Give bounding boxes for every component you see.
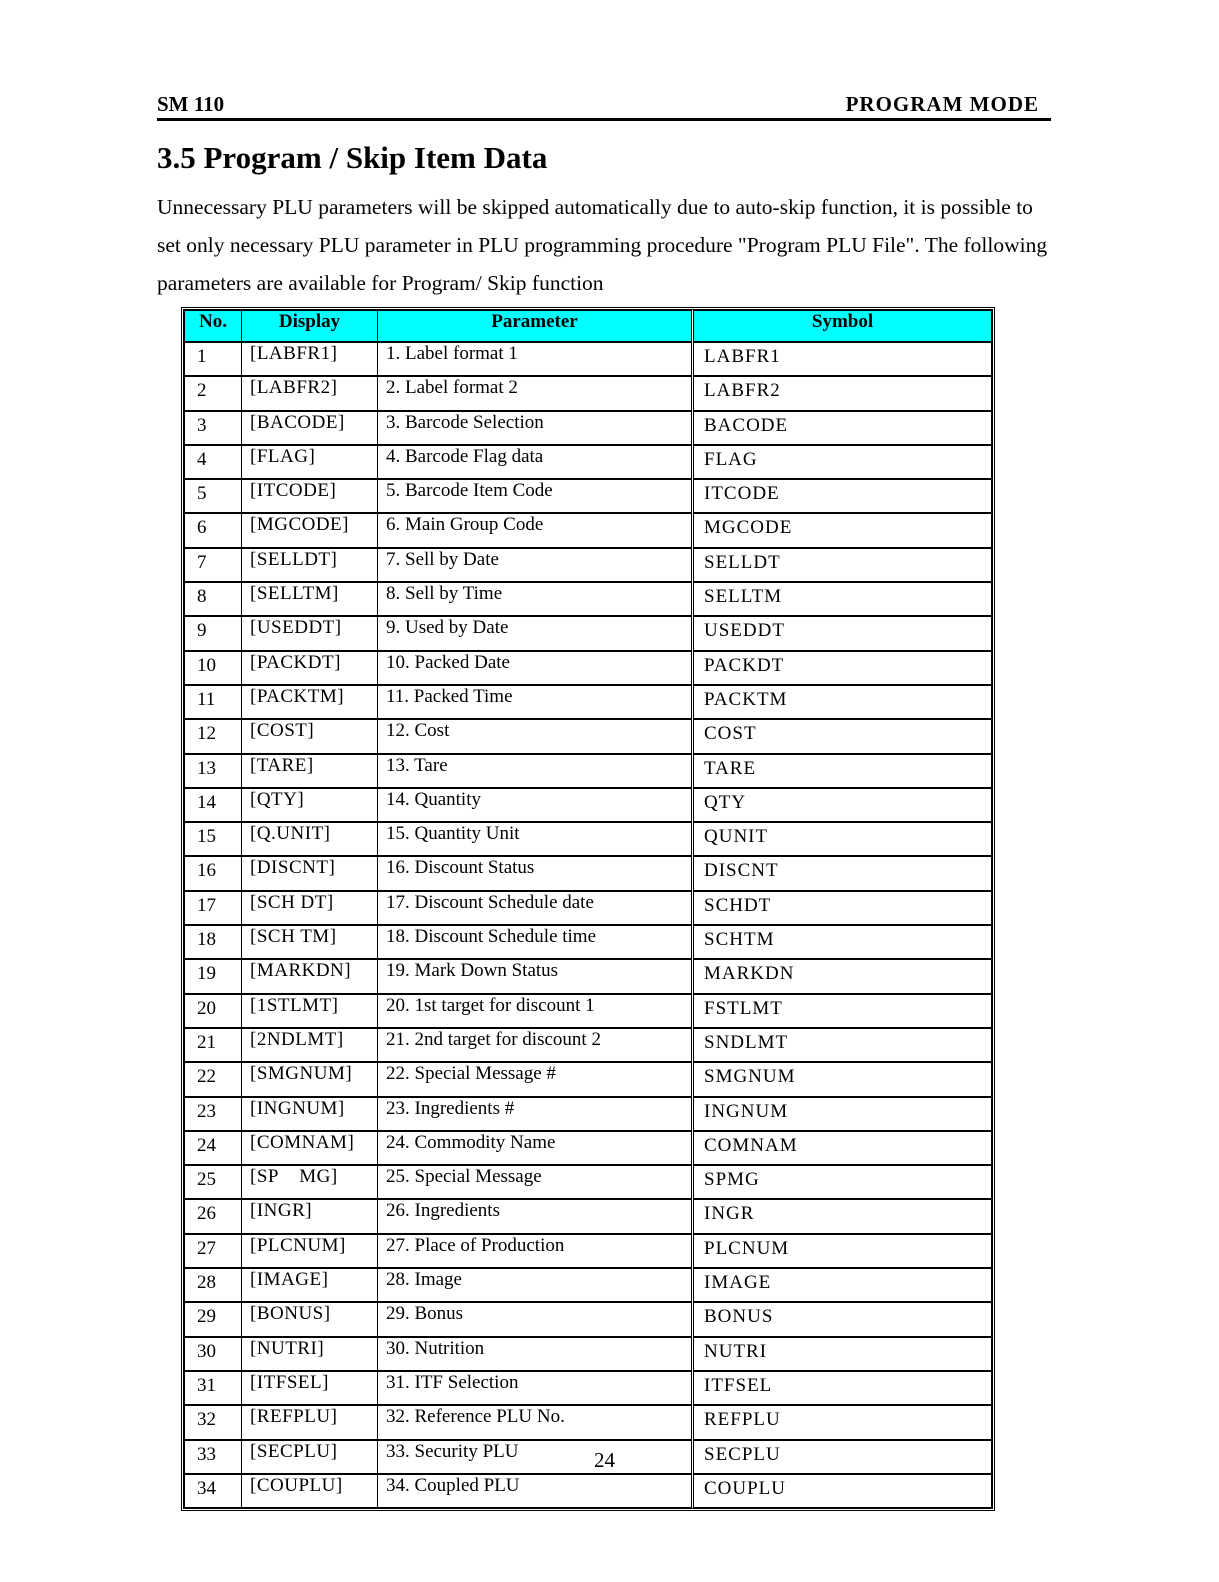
cell-symbol: USEDDT [693,616,992,650]
cell-symbol: ITFSEL [693,1371,992,1405]
cell-display: [SELLDT] [242,548,378,582]
cell-no: 12 [185,719,242,753]
cell-parameter: 21. 2nd target for discount 2 [378,1028,693,1062]
cell-parameter: 7. Sell by Date [378,548,693,582]
cell-display: [PLCNUM] [242,1234,378,1268]
cell-no: 7 [185,548,242,582]
cell-symbol: FLAG [693,445,992,479]
cell-no: 10 [185,651,242,685]
table-row [185,1337,992,1371]
table-row [185,1302,992,1336]
cell-no: 4 [185,445,242,479]
cell-symbol: NUTRI [693,1337,992,1371]
cell-parameter: 16. Discount Status [378,856,693,890]
table-row [185,513,992,547]
cell-parameter: 24. Commodity Name [378,1131,693,1165]
table-row [185,719,992,753]
cell-display: [PACKDT] [242,651,378,685]
cell-display: [MARKDN] [242,959,378,993]
cell-symbol: SELLTM [693,582,992,616]
table-row [185,342,992,376]
cell-parameter: 15. Quantity Unit [378,822,693,856]
cell-symbol: DISCNT [693,856,992,890]
table-row [185,754,992,788]
cell-display: [SCH DT] [242,891,378,925]
cell-display: [INGNUM] [242,1097,378,1131]
cell-parameter: 33. Security PLU [378,1440,693,1474]
table-row [185,1405,992,1439]
cell-symbol: TARE [693,754,992,788]
table-row [185,994,992,1028]
cell-display: [PACKTM] [242,685,378,719]
cell-symbol: QTY [693,788,992,822]
cell-symbol: BONUS [693,1302,992,1336]
cell-parameter: 22. Special Message # [378,1062,693,1096]
cell-symbol: SCHDT [693,891,992,925]
table-row [185,651,992,685]
cell-display: [SELLTM] [242,582,378,616]
cell-parameter: 29. Bonus [378,1302,693,1336]
table-row [185,1474,992,1508]
cell-symbol: COMNAM [693,1131,992,1165]
cell-symbol: MGCODE [693,513,992,547]
cell-symbol: SNDLMT [693,1028,992,1062]
cell-symbol: SCHTM [693,925,992,959]
column-header-no: No. [185,311,242,343]
table-body [185,342,992,1508]
cell-no: 29 [185,1302,242,1336]
cell-parameter: 17. Discount Schedule date [378,891,693,925]
cell-symbol: PLCNUM [693,1234,992,1268]
cell-display: [SMGNUM] [242,1062,378,1096]
cell-display: [MGCODE] [242,513,378,547]
cell-no: 21 [185,1028,242,1062]
cell-no: 33 [185,1440,242,1474]
cell-parameter: 23. Ingredients # [378,1097,693,1131]
cell-parameter: 11. Packed Time [378,685,693,719]
table-row [185,548,992,582]
cell-no: 20 [185,994,242,1028]
cell-no: 5 [185,479,242,513]
cell-display: [COST] [242,719,378,753]
table-row [185,1131,992,1165]
cell-symbol: INGR [693,1199,992,1233]
header-model: SM 110 [157,92,225,116]
cell-no: 32 [185,1405,242,1439]
cell-display: [REFPLU] [242,1405,378,1439]
table-header-row [185,311,992,343]
header-section: PROGRAM MODE [845,92,1039,116]
cell-parameter: 2. Label format 2 [378,376,693,410]
cell-parameter: 18. Discount Schedule time [378,925,693,959]
cell-no: 26 [185,1199,242,1233]
cell-no: 1 [185,342,242,376]
parameter-table-frame [181,307,995,1511]
cell-no: 13 [185,754,242,788]
column-header-parameter: Parameter [378,311,693,343]
cell-no: 24 [185,1131,242,1165]
table-row [185,685,992,719]
cell-symbol: SECPLU [693,1440,992,1474]
cell-parameter: 34. Coupled PLU [378,1474,693,1508]
cell-parameter: 32. Reference PLU No. [378,1405,693,1439]
cell-no: 28 [185,1268,242,1302]
cell-display: [INGR] [242,1199,378,1233]
table-row [185,925,992,959]
table-row [185,822,992,856]
cell-parameter: 10. Packed Date [378,651,693,685]
cell-symbol: PACKDT [693,651,992,685]
cell-symbol: PACKTM [693,685,992,719]
parameter-table [184,310,992,1508]
cell-parameter: 25. Special Message [378,1165,693,1199]
table-row [185,1028,992,1062]
cell-symbol: LABFR1 [693,342,992,376]
cell-symbol: MARKDN [693,959,992,993]
cell-parameter: 5. Barcode Item Code [378,479,693,513]
table-row [185,1234,992,1268]
cell-parameter: 20. 1st target for discount 1 [378,994,693,1028]
cell-display: [FLAG] [242,445,378,479]
cell-no: 18 [185,925,242,959]
cell-no: 22 [185,1062,242,1096]
cell-symbol: BACODE [693,411,992,445]
cell-display: [LABFR1] [242,342,378,376]
cell-no: 3 [185,411,242,445]
cell-display: [TARE] [242,754,378,788]
cell-no: 30 [185,1337,242,1371]
cell-display: [IMAGE] [242,1268,378,1302]
cell-symbol: SMGNUM [693,1062,992,1096]
cell-no: 23 [185,1097,242,1131]
page-header [157,90,1051,121]
cell-parameter: 9. Used by Date [378,616,693,650]
table-row [185,445,992,479]
cell-no: 14 [185,788,242,822]
cell-display: [LABFR2] [242,376,378,410]
cell-symbol: SELLDT [693,548,992,582]
cell-parameter: 27. Place of Production [378,1234,693,1268]
cell-display: [ITFSEL] [242,1371,378,1405]
table-row [185,1097,992,1131]
cell-display: [SCH TM] [242,925,378,959]
cell-no: 25 [185,1165,242,1199]
page-number: 24 [594,1448,615,1472]
table-row [185,1371,992,1405]
cell-display: [Q.UNIT] [242,822,378,856]
cell-symbol: IMAGE [693,1268,992,1302]
cell-parameter: 19. Mark Down Status [378,959,693,993]
cell-display: [NUTRI] [242,1337,378,1371]
cell-parameter: 13. Tare [378,754,693,788]
cell-no: 34 [185,1474,242,1508]
table-row [185,856,992,890]
cell-symbol: INGNUM [693,1097,992,1131]
table-row [185,479,992,513]
cell-parameter: 1. Label format 1 [378,342,693,376]
cell-parameter: 8. Sell by Time [378,582,693,616]
cell-parameter: 28. Image [378,1268,693,1302]
cell-symbol: COST [693,719,992,753]
cell-display: [DISCNT] [242,856,378,890]
column-header-display: Display [242,311,378,343]
column-header-symbol: Symbol [693,311,992,343]
table-row [185,411,992,445]
cell-parameter: 31. ITF Selection [378,1371,693,1405]
cell-no: 8 [185,582,242,616]
cell-no: 9 [185,616,242,650]
cell-display: [1STLMT] [242,994,378,1028]
table-row [185,1062,992,1096]
cell-parameter: 3. Barcode Selection [378,411,693,445]
cell-parameter: 30. Nutrition [378,1337,693,1371]
table-row [185,788,992,822]
table-row [185,1199,992,1233]
cell-no: 15 [185,822,242,856]
table-row [185,582,992,616]
cell-no: 31 [185,1371,242,1405]
cell-display: [USEDDT] [242,616,378,650]
cell-display: [COUPLU] [242,1474,378,1508]
cell-no: 19 [185,959,242,993]
cell-symbol: FSTLMT [693,994,992,1028]
cell-display: [ITCODE] [242,479,378,513]
cell-display: [COMNAM] [242,1131,378,1165]
cell-no: 6 [185,513,242,547]
table-row [185,1268,992,1302]
table-row [185,1165,992,1199]
cell-no: 16 [185,856,242,890]
cell-parameter: 4. Barcode Flag data [378,445,693,479]
cell-symbol: REFPLU [693,1405,992,1439]
table-row [185,891,992,925]
table-row [185,376,992,410]
cell-parameter: 6. Main Group Code [378,513,693,547]
table-row [185,959,992,993]
cell-display: [SP MG] [242,1165,378,1199]
cell-display: [SECPLU] [242,1440,378,1474]
cell-display: [QTY] [242,788,378,822]
cell-parameter: 12. Cost [378,719,693,753]
cell-display: [2NDLMT] [242,1028,378,1062]
cell-symbol: COUPLU [693,1474,992,1508]
cell-parameter: 26. Ingredients [378,1199,693,1233]
cell-parameter: 14. Quantity [378,788,693,822]
cell-no: 27 [185,1234,242,1268]
cell-no: 11 [185,685,242,719]
table-row [185,616,992,650]
cell-no: 17 [185,891,242,925]
cell-symbol: ITCODE [693,479,992,513]
cell-symbol: SPMG [693,1165,992,1199]
cell-symbol: LABFR2 [693,376,992,410]
section-title: 3.5 Program / Skip Item Data [157,140,548,175]
cell-display: [BONUS] [242,1302,378,1336]
cell-symbol: QUNIT [693,822,992,856]
intro-paragraph: Unnecessary PLU parameters will be skipped automatically due to auto-skip function, it is possible to set only necessary PLU parameter in PLU programming procedure "Program PLU File". The following parameters are available for Program/ Skip function [157,195,1048,295]
cell-no: 2 [185,376,242,410]
cell-display: [BACODE] [242,411,378,445]
